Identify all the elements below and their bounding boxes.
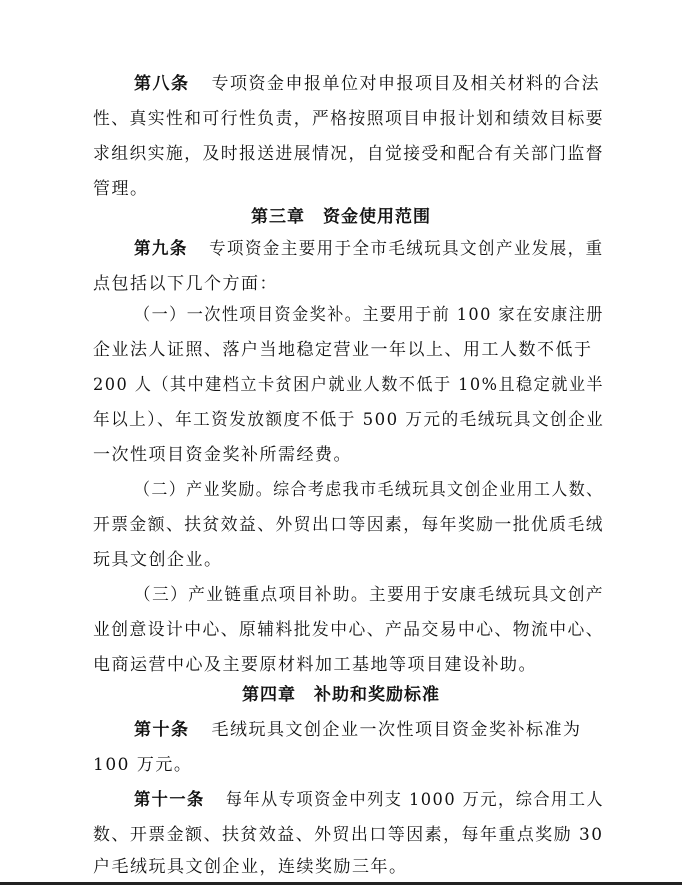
article-10-text-1: 毛绒玩具文创企业一次性项目资金奖补标准为: [211, 720, 582, 740]
chapter-3-title: 资金使用范围: [323, 207, 431, 227]
chapter-3-number: 第三章: [251, 207, 305, 227]
article-8-label: 第八条: [134, 74, 190, 94]
item-1-text-2: 企业法人证照、落户当地稳定营业一年以上、用工人数不低于: [93, 340, 593, 360]
item-2-text-3: 玩具文创企业。: [93, 550, 223, 570]
article-9-text-1: 专项资金主要用于全市毛绒玩具文创产业发展，重: [209, 239, 604, 259]
item-2-text-1: （二）产业奖励。综合考虑我市毛绒玩具文创企业用工人数、: [134, 480, 604, 500]
item-1-text-4: 年以上）、年工资发放额度不低于 500 万元的毛绒玩具文创企业: [93, 410, 605, 430]
article-10-text-2: 100 万元。: [93, 755, 193, 775]
chapter-3-heading: [0, 205, 682, 229]
item-3-text-3: 电商运营中心及主要原材料加工基地等项目建设补助。: [93, 655, 537, 675]
article-9-text-2: 点包括以下几个方面：: [93, 274, 278, 294]
item-3-text-2: 业创意设计中心、原辅料批发中心、产品交易中心、物流中心、: [93, 620, 604, 640]
article-11-text-2: 数、开票金额、扶贫效益、外贸出口等因素，每年重点奖励 30: [93, 825, 604, 845]
article-8-text-1: 专项资金申报单位对申报项目及相关材料的合法: [211, 74, 600, 94]
item-1-text-3: 200 人（其中建档立卡贫困户就业人数不低于 10%且稳定就业半: [93, 375, 605, 395]
item-1-text-5: 一次性项目资金奖补所需经费。: [93, 445, 352, 465]
article-8-text-3: 求组织实施，及时报送进展情况，自觉接受和配合有关部门监督: [93, 144, 604, 164]
article-11-first-line: [134, 788, 604, 812]
article-10-label: 第十条: [134, 720, 190, 740]
article-9-label: 第九条: [134, 239, 188, 259]
article-11-text-3: 户毛绒玩具文创企业，连续奖励三年。: [93, 857, 408, 877]
item-3-text-1: （三）产业链重点项目补助。主要用于安康毛绒玩具文创产: [134, 585, 604, 605]
article-9-first-line: [134, 237, 604, 261]
article-8-text-4: 管理。: [93, 179, 149, 199]
article-11-text-1: 每年从专项资金中列支 1000 万元，综合用工人: [225, 790, 605, 810]
article-10-first-line: [134, 718, 582, 742]
chapter-4-number: 第四章: [242, 685, 296, 705]
article-8-first-line: [134, 72, 600, 96]
article-8-text-2: 性、真实性和可行性负责，严格按照项目申报计划和绩效目标要: [93, 109, 604, 129]
chapter-4-title: 补助和奖励标准: [314, 685, 440, 705]
item-2-text-2: 开票金额、扶贫效益、外贸出口等因素，每年奖励一批优质毛绒: [93, 515, 604, 535]
item-1-text-1: （一）一次性项目资金奖补。主要用于前 100 家在安康注册: [134, 305, 604, 325]
chapter-4-heading: [0, 683, 682, 707]
article-11-label: 第十一条: [134, 790, 205, 810]
